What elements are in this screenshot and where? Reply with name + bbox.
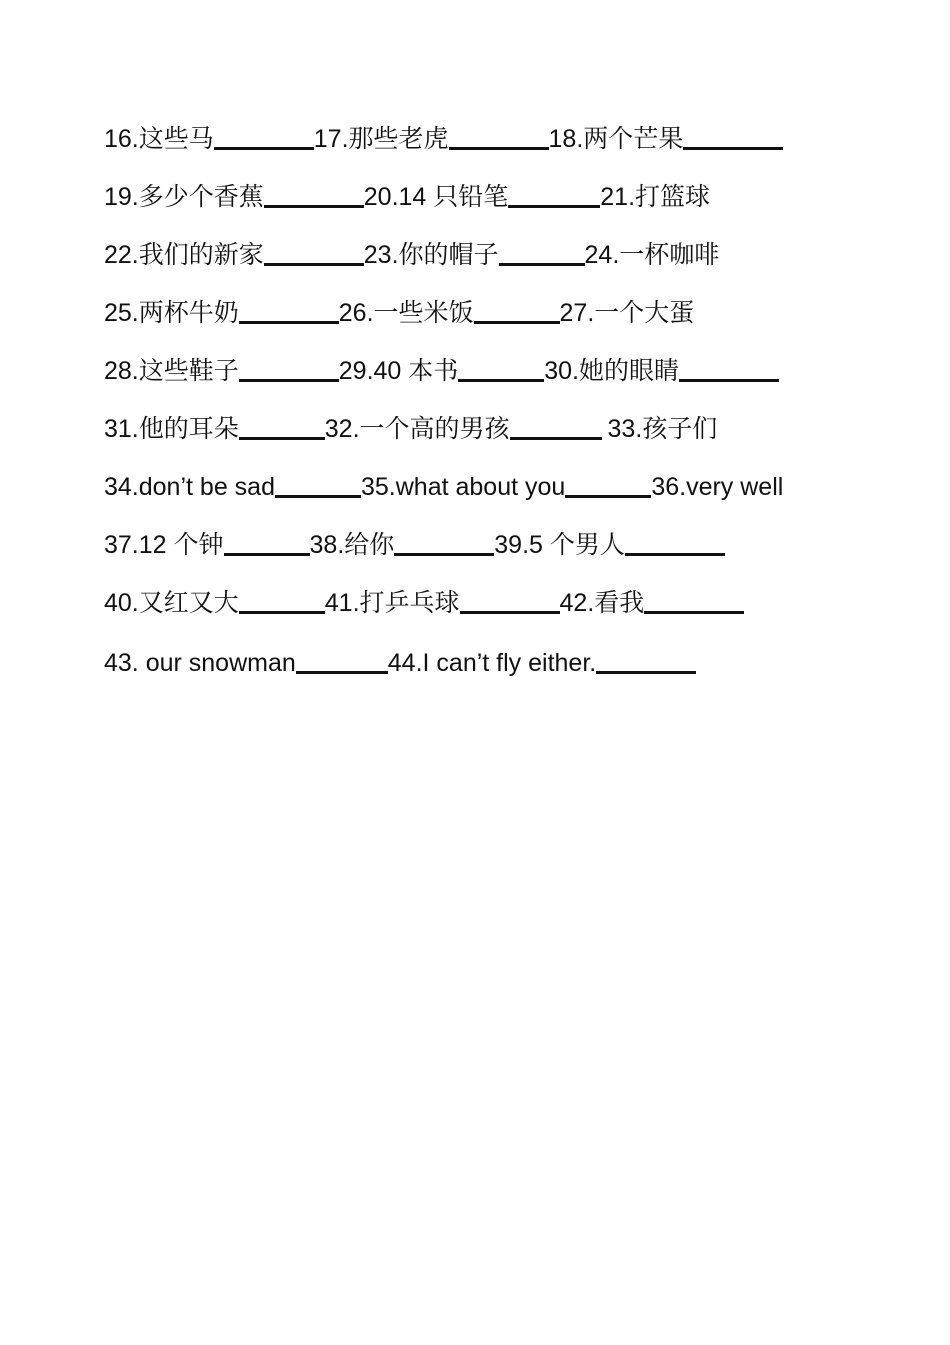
worksheet-row: [104, 328, 884, 386]
answer-blank[interactable]: [679, 379, 779, 382]
answer-blank[interactable]: [239, 321, 339, 324]
item-36: [651, 472, 783, 502]
item-label: 37.12 个钟: [104, 531, 224, 559]
item-label: 23.你的帽子: [363, 241, 499, 269]
item-label: 31.他的耳朵: [104, 415, 239, 443]
item-label: 20.14 只铅笔: [363, 183, 509, 211]
answer-blank[interactable]: [296, 671, 388, 674]
item-label: 16.这些马: [104, 125, 214, 153]
worksheet-row: [104, 386, 884, 444]
item-label: 26.一些米饭: [338, 299, 474, 327]
item-23: [364, 240, 585, 270]
answer-blank[interactable]: [264, 263, 364, 266]
answer-blank[interactable]: [239, 379, 339, 382]
item-label: 27.一个大蛋: [559, 299, 695, 327]
item-label: 33.孩子们: [607, 415, 718, 443]
answer-blank[interactable]: [458, 379, 544, 382]
item-label: 39.5 个男人: [494, 531, 625, 559]
worksheet-row: [104, 212, 884, 270]
item-label: 36.very well: [651, 473, 784, 501]
answer-blank[interactable]: [644, 611, 744, 614]
answer-blank[interactable]: [275, 495, 361, 498]
item-label: 17.那些老虎: [313, 125, 449, 153]
answer-blank[interactable]: [394, 553, 494, 556]
item-28: [104, 356, 339, 386]
answer-blank[interactable]: [596, 671, 696, 674]
item-34: [104, 472, 361, 502]
answer-blank[interactable]: [239, 437, 325, 440]
item-label: 44.I can’t fly either.: [387, 649, 597, 677]
item-label: 35.what about you: [360, 473, 566, 501]
item-label: 19.多少个香蕉: [104, 183, 264, 211]
worksheet-row: [104, 502, 884, 560]
item-label: 18.两个芒果: [548, 125, 684, 153]
worksheet: [104, 96, 884, 678]
worksheet-row: [104, 96, 884, 154]
item-26: [339, 298, 560, 328]
item-41: [325, 588, 560, 618]
item-27: [560, 298, 695, 328]
item-label: 38.给你: [309, 531, 395, 559]
worksheet-row: [104, 560, 884, 618]
item-label: 28.这些鞋子: [104, 357, 239, 385]
answer-blank[interactable]: [460, 611, 560, 614]
item-label: 21.打篮球: [600, 183, 711, 211]
answer-blank[interactable]: [214, 147, 314, 150]
item-37: [104, 530, 310, 560]
item-38: [310, 530, 495, 560]
answer-blank[interactable]: [239, 611, 325, 614]
worksheet-row: [104, 444, 884, 502]
answer-blank[interactable]: [565, 495, 651, 498]
item-39: [494, 530, 725, 560]
item-24: [585, 240, 720, 270]
item-18: [549, 124, 784, 154]
item-25: [104, 298, 339, 328]
answer-blank[interactable]: [508, 205, 600, 208]
item-label: 22.我们的新家: [104, 241, 264, 269]
worksheet-row: [104, 270, 884, 328]
answer-blank[interactable]: [683, 147, 783, 150]
item-label: 24.一杯咖啡: [584, 241, 720, 269]
item-32: [325, 414, 602, 444]
answer-blank[interactable]: [625, 553, 725, 556]
worksheet-row: [104, 618, 884, 678]
answer-blank[interactable]: [510, 437, 602, 440]
answer-blank[interactable]: [474, 321, 560, 324]
item-22: [104, 240, 364, 270]
item-label: 32.一个高的男孩: [324, 415, 510, 443]
answer-blank[interactable]: [264, 205, 364, 208]
item-label: 42.看我: [559, 589, 645, 617]
answer-blank[interactable]: [449, 147, 549, 150]
item-29: [339, 356, 545, 386]
item-20: [364, 182, 601, 212]
item-label: 34.don’t be sad: [104, 473, 275, 501]
item-label: 40.又红又大: [104, 589, 239, 617]
item-40: [104, 588, 325, 618]
item-label: 41.打乒乓球: [324, 589, 460, 617]
item-43: [104, 648, 388, 678]
item-31: [104, 414, 325, 444]
item-label: 25.两杯牛奶: [104, 299, 239, 327]
item-label: 29.40 本书: [338, 357, 459, 385]
answer-blank[interactable]: [224, 553, 310, 556]
item-33: [608, 414, 718, 444]
item-35: [361, 472, 651, 502]
item-21: [600, 182, 710, 212]
item-17: [314, 124, 549, 154]
item-44: [388, 648, 696, 678]
item-42: [560, 588, 745, 618]
answer-blank[interactable]: [499, 263, 585, 266]
item-19: [104, 182, 364, 212]
item-label: 30.她的眼睛: [544, 357, 680, 385]
item-label: 43. our snowman: [104, 649, 296, 677]
item-16: [104, 124, 314, 154]
item-30: [544, 356, 779, 386]
worksheet-row: [104, 154, 884, 212]
